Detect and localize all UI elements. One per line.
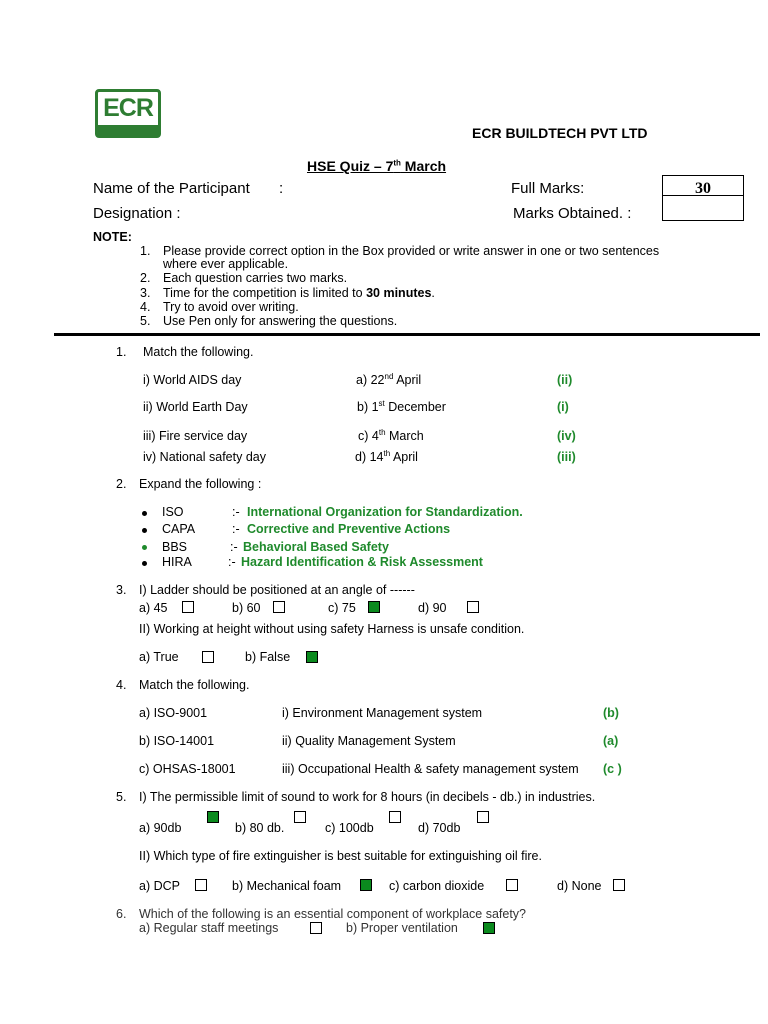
marks-obtained-label: Marks Obtained. : (513, 205, 632, 222)
note-item-2: Each question carries two marks. (163, 271, 348, 285)
q2-sep-3: :- (230, 540, 238, 554)
company-name: ECR BUILDTECH PVT LTD (472, 125, 648, 141)
q5-number: 5. (116, 790, 127, 804)
q5-checkbox2-c[interactable] (506, 879, 518, 891)
q3-opt2-a: a) True (139, 650, 179, 664)
q2-abbr-1: ISO (162, 505, 184, 519)
q2-abbr-2: CAPA (162, 522, 196, 536)
q2-answer-1: International Organization for Standardization. (247, 505, 523, 519)
q2-bullet-1 (142, 511, 147, 516)
note-item-1-line2: where ever applicable. (163, 257, 289, 271)
q4-answer-1: (b) (603, 706, 619, 720)
q6-checkbox-a[interactable] (310, 922, 322, 934)
q5-checkbox-a[interactable] (207, 811, 219, 823)
q4-mid-3: iii) Occupational Health & safety management system (282, 762, 579, 776)
q3-opt-a: a) 45 (139, 601, 168, 615)
q1-left-2: ii) World Earth Day (143, 400, 248, 414)
q6-opt-b: b) Proper ventilation (346, 921, 458, 935)
q2-answer-3: Behavioral Based Safety (243, 540, 389, 554)
q5-opt2-b: b) Mechanical foam (232, 879, 342, 893)
q1-mid-4: d) 14th April (355, 448, 418, 464)
note-item-5: Use Pen only for answering the questions. (163, 314, 398, 328)
note-item-3: Time for the competition is limited to 30 minutes. (163, 286, 435, 300)
q3-checkbox2-b[interactable] (306, 651, 318, 663)
q1-left-4: iv) National safety day (143, 450, 266, 464)
q6-number: 6. (116, 907, 127, 921)
q4-mid-1: i) Environment Management system (282, 706, 483, 720)
q5-part1: I) The permissible limit of sound to work for 8 hours (in decibels - db.) in industries. (139, 790, 596, 804)
section-divider (54, 333, 760, 336)
q5-checkbox2-d[interactable] (613, 879, 625, 891)
full-marks-label: Full Marks: (511, 180, 585, 197)
q3-checkbox2-a[interactable] (202, 651, 214, 663)
q3-checkbox-d[interactable] (467, 601, 479, 613)
note-num-5: 5. (140, 314, 151, 328)
designation-label: Designation : (93, 205, 181, 222)
q3-opt-c: c) 75 (328, 601, 356, 615)
q2-bullet-3 (142, 545, 147, 550)
q4-left-1: a) ISO-9001 (139, 706, 208, 720)
q3-checkbox-c[interactable] (368, 601, 380, 613)
q6-checkbox-b[interactable] (483, 922, 495, 934)
q2-sep-2: :- (232, 522, 240, 536)
q5-checkbox-d[interactable] (477, 811, 489, 823)
q5-checkbox2-a[interactable] (195, 879, 207, 891)
q1-mid-2: b) 1st December (357, 398, 446, 414)
q5-checkbox2-b[interactable] (360, 879, 372, 891)
q6-opt-a: a) Regular staff meetings (139, 921, 279, 935)
full-marks-value: 30 (695, 180, 711, 197)
q1-left-1: i) World AIDS day (143, 373, 242, 387)
q4-text: Match the following. (139, 678, 250, 692)
note-item-4: Try to avoid over writing. (163, 300, 299, 314)
q3-opt2-b: b) False (245, 650, 291, 664)
q4-left-3: c) OHSAS-18001 (139, 762, 236, 776)
note-num-2: 2. (140, 271, 151, 285)
marks-box-divider (663, 195, 743, 196)
name-label: Name of the Participant (93, 180, 250, 197)
q3-part2: II) Working at height without using safety Harness is unsafe condition. (139, 622, 525, 636)
q2-abbr-3: BBS (162, 540, 188, 554)
q2-bullet-2 (142, 528, 147, 533)
q5-opt-d: d) 70db (418, 821, 461, 835)
q4-answer-3: (c ) (603, 762, 622, 776)
q2-text: Expand the following : (139, 477, 262, 491)
q2-sep-1: :- (232, 505, 240, 519)
note-num-3: 3. (140, 286, 151, 300)
q1-answer-1: (ii) (557, 373, 573, 387)
note-item-1-line1: Please provide correct option in the Box provided or write answer in one or two sentences (163, 244, 660, 258)
quiz-title: HSE Quiz – 7th March (307, 158, 447, 174)
q2-abbr-4: HIRA (162, 555, 192, 569)
q1-left-3: iii) Fire service day (143, 429, 248, 443)
q5-checkbox-b[interactable] (294, 811, 306, 823)
q2-bullet-4 (142, 561, 147, 566)
ecr-logo (95, 89, 161, 138)
logo-text: ECR (103, 94, 153, 122)
q4-number: 4. (116, 678, 127, 692)
q3-part1: I) Ladder should be positioned at an angle of ------ (139, 583, 415, 597)
q5-opt-a: a) 90db (139, 821, 182, 835)
q2-number: 2. (116, 477, 127, 491)
q3-opt-d: d) 90 (418, 601, 447, 615)
q3-number: 3. (116, 583, 127, 597)
q6-text: Which of the following is an essential component of workplace safety? (139, 907, 527, 921)
note-num-1: 1. (140, 244, 151, 258)
q5-opt2-c: c) carbon dioxide (389, 879, 485, 893)
q5-opt-b: b) 80 db. (235, 821, 285, 835)
q5-opt-c: c) 100db (325, 821, 374, 835)
name-colon: : (279, 180, 284, 197)
q2-answer-4: Hazard Identification & Risk Assessment (241, 555, 483, 569)
q4-mid-2: ii) Quality Management System (282, 734, 456, 748)
q4-answer-2: (a) (603, 734, 619, 748)
q2-sep-4: :- (228, 555, 236, 569)
q2-answer-2: Corrective and Preventive Actions (247, 522, 451, 536)
q3-opt-b: b) 60 (232, 601, 261, 615)
q5-checkbox-c[interactable] (389, 811, 401, 823)
q3-checkbox-b[interactable] (273, 601, 285, 613)
q1-answer-4: (iii) (557, 450, 576, 464)
q5-opt2-a: a) DCP (139, 879, 180, 893)
q1-number: 1. (116, 345, 127, 359)
q1-mid-3: c) 4th March (358, 427, 424, 443)
q1-mid-1: a) 22nd April (356, 371, 422, 387)
q5-part2: II) Which type of fire extinguisher is best suitable for extinguishing oil fire. (139, 849, 542, 863)
marks-box (662, 175, 744, 221)
q1-text: Match the following. (143, 345, 254, 359)
note-label: NOTE: (93, 230, 132, 244)
q1-answer-3: (iv) (557, 429, 576, 443)
q1-answer-2: (i) (557, 400, 569, 414)
q4-left-2: b) ISO-14001 (139, 734, 215, 748)
q5-opt2-d: d) None (557, 879, 602, 893)
q3-checkbox-a[interactable] (182, 601, 194, 613)
note-num-4: 4. (140, 300, 151, 314)
logo-bar (98, 125, 158, 135)
